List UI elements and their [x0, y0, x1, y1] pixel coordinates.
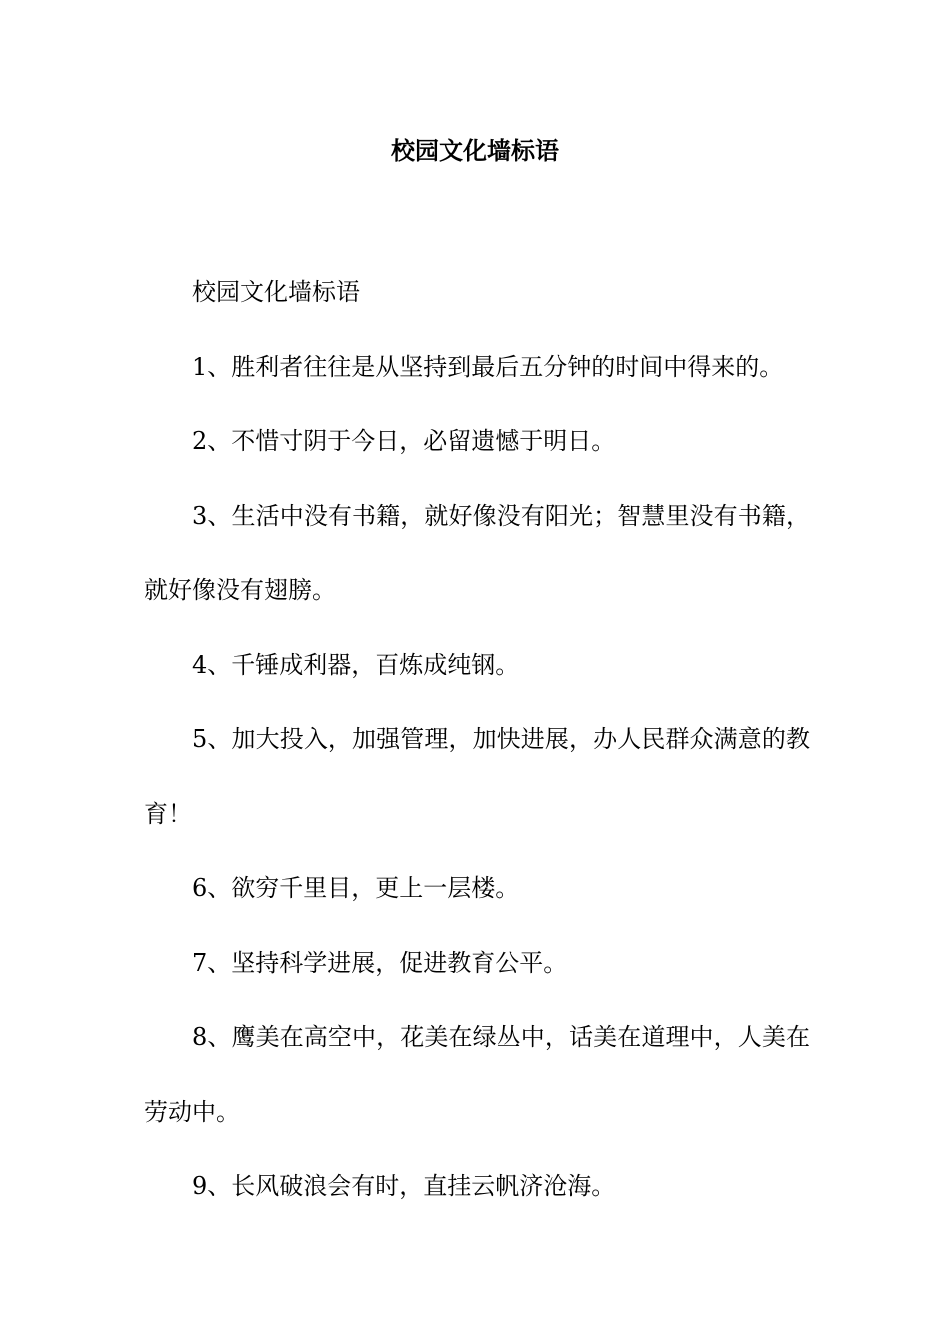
- paragraph-slogan-5: 5、加大投入，加强管理，加快进展，办人民群众满意的教育！: [144, 725, 810, 828]
- paragraph-slogan-1: 1、胜利者往往是从坚持到最后五分钟的时间中得来的。: [192, 352, 784, 381]
- paragraph-slogan-7: 7、坚持科学进展，促进教育公平。: [192, 948, 568, 977]
- document-body: [144, 255, 810, 1224]
- paragraph-slogan-8: 8、鹰美在高空中，花美在绿丛中，话美在道理中，人美在劳动中。: [144, 1023, 810, 1126]
- paragraph-heading: 校园文化墙标语: [192, 278, 360, 306]
- paragraph-slogan-2: 2、不惜寸阴于今日，必留遗憾于明日。: [192, 427, 616, 455]
- document-title: 校园文化墙标语: [391, 136, 559, 165]
- paragraph-slogan-9: 9、长风破浪会有时，直挂云帆济沧海。: [192, 1172, 616, 1200]
- paragraph-slogan-3: 3、生活中没有书籍，就好像没有阳光；智慧里没有书籍，就好像没有翅膀。: [144, 501, 810, 604]
- paragraph-slogan-4: 4、千锤成利器，百炼成纯钢。: [192, 650, 520, 679]
- paragraph-slogan-6: 6、欲穷千里目，更上一层楼。: [192, 874, 520, 902]
